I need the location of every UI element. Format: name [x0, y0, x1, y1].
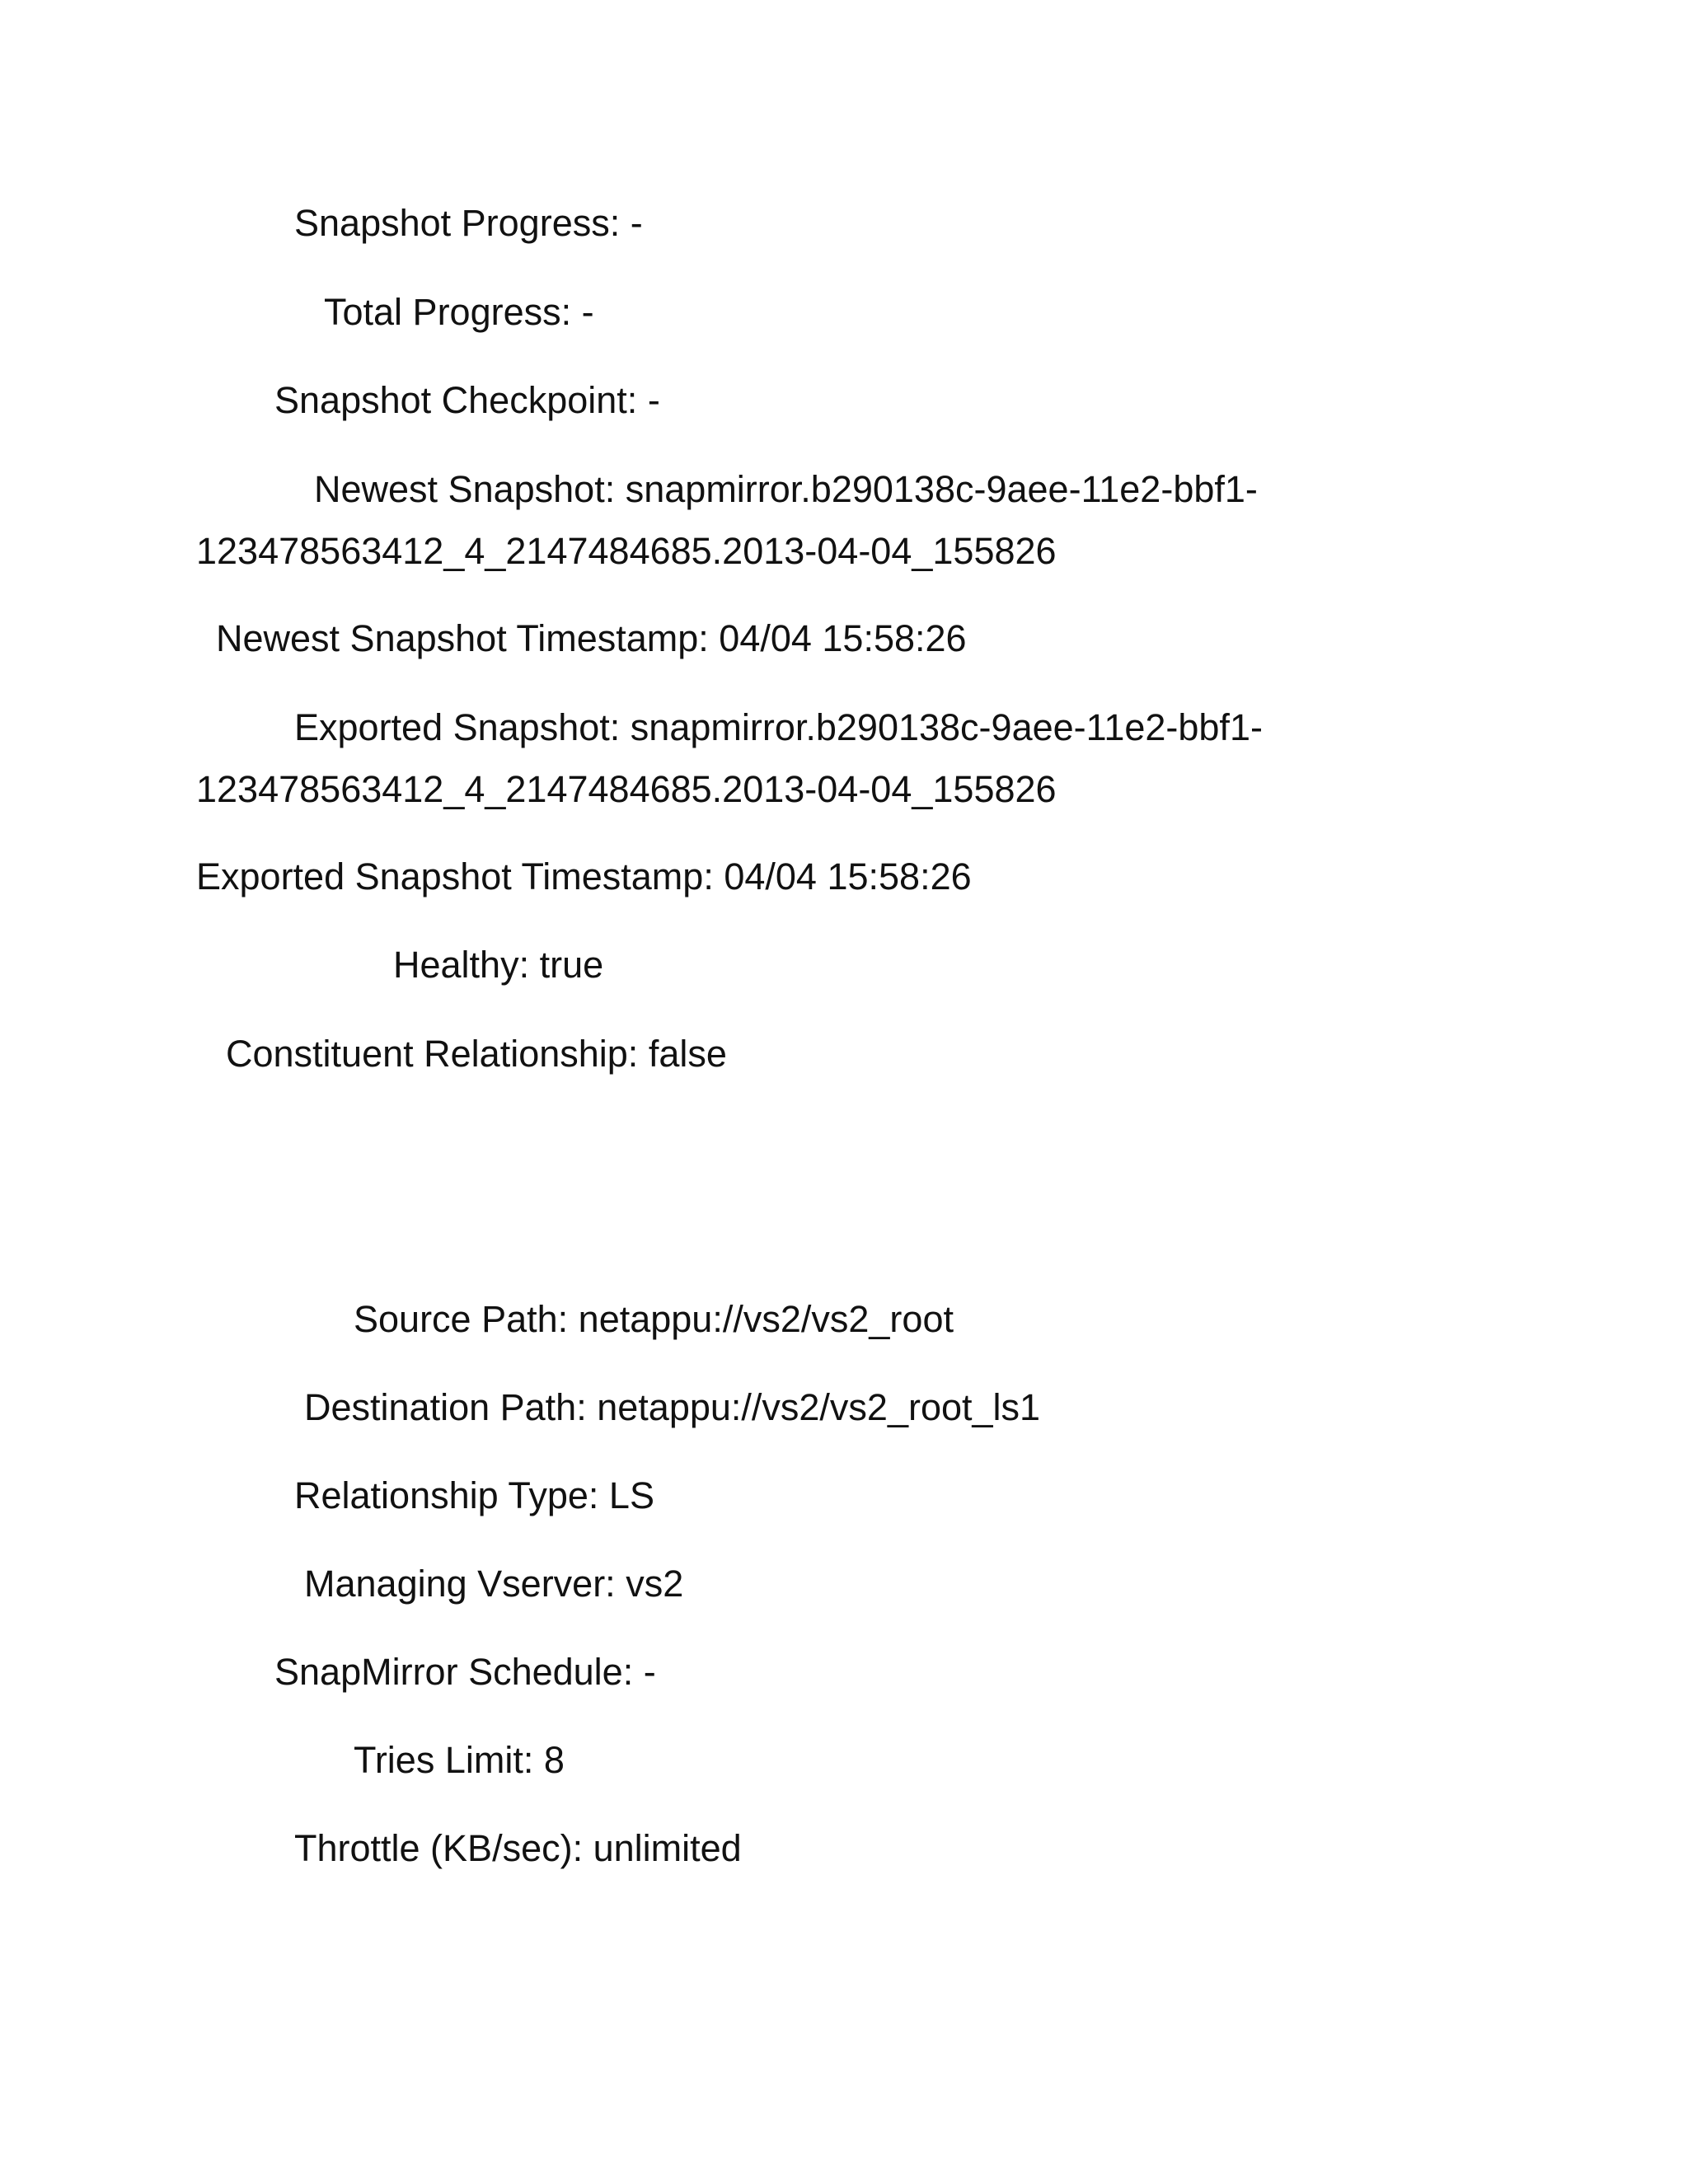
field-exported-snapshot-continued [196, 758, 1057, 821]
field-value: - [630, 202, 643, 244]
field-managing-vserver [304, 1553, 683, 1615]
field-value: LS [608, 1474, 654, 1516]
field-value: unlimited [593, 1827, 742, 1869]
field-value: 8 [543, 1739, 565, 1781]
field-tries-limit [354, 1729, 565, 1792]
field-value: vs2 [626, 1563, 684, 1605]
field-label: Exported Snapshot: [294, 706, 621, 748]
field-healthy [393, 934, 603, 996]
field-label: Throttle (KB/sec): [294, 1827, 584, 1869]
field-value: snapmirror.b290138c-9aee-11e2-bbf1- [630, 706, 1263, 748]
field-snapmirror-schedule [274, 1641, 656, 1704]
field-relationship-type [294, 1465, 654, 1527]
field-value: true [539, 944, 604, 986]
field-value: 04/04 15:58:26 [724, 855, 972, 898]
field-value: - [647, 379, 660, 421]
field-value: snapmirror.b290138c-9aee-11e2-bbf1- [625, 468, 1258, 510]
field-total-progress [324, 281, 594, 344]
field-source-path [354, 1288, 954, 1351]
field-destination-path [304, 1376, 1040, 1439]
field-label: Source Path: [354, 1298, 569, 1340]
field-exported-snapshot [294, 696, 1263, 759]
field-value: 04/04 15:58:26 [719, 617, 967, 659]
field-value: - [581, 291, 594, 333]
field-newest-snapshot [314, 458, 1258, 521]
field-label: Tries Limit: [354, 1739, 534, 1781]
field-label: Healthy: [393, 944, 530, 986]
field-label: SnapMirror Schedule: [274, 1651, 634, 1693]
field-snapshot-progress [294, 192, 643, 255]
field-value: false [648, 1033, 727, 1075]
field-value: netappu://vs2/vs2_root [578, 1298, 954, 1340]
field-label: Managing Vserver: [304, 1563, 616, 1605]
field-label: Relationship Type: [294, 1474, 599, 1516]
field-constituent-relationship [226, 1023, 727, 1085]
field-newest-snapshot-continued [196, 520, 1057, 583]
field-value: - [643, 1651, 656, 1693]
field-label: Newest Snapshot Timestamp: [216, 617, 709, 659]
field-label: Newest Snapshot: [314, 468, 616, 510]
field-value: 123478563412_4_2147484685.2013-04-04_155826 [196, 768, 1057, 810]
field-label: Snapshot Checkpoint: [274, 379, 638, 421]
field-value: netappu://vs2/vs2_root_ls1 [597, 1386, 1041, 1428]
field-label: Snapshot Progress: [294, 202, 621, 244]
field-label: Exported Snapshot Timestamp: [196, 855, 714, 898]
field-newest-snapshot-timestamp [216, 607, 967, 670]
field-label: Total Progress: [324, 291, 572, 333]
field-snapshot-checkpoint [274, 369, 660, 432]
field-label: Destination Path: [304, 1386, 587, 1428]
field-exported-snapshot-timestamp [196, 846, 972, 908]
field-value: 123478563412_4_2147484685.2013-04-04_155826 [196, 530, 1057, 572]
field-throttle [294, 1817, 742, 1880]
field-label: Constituent Relationship: [226, 1033, 639, 1075]
